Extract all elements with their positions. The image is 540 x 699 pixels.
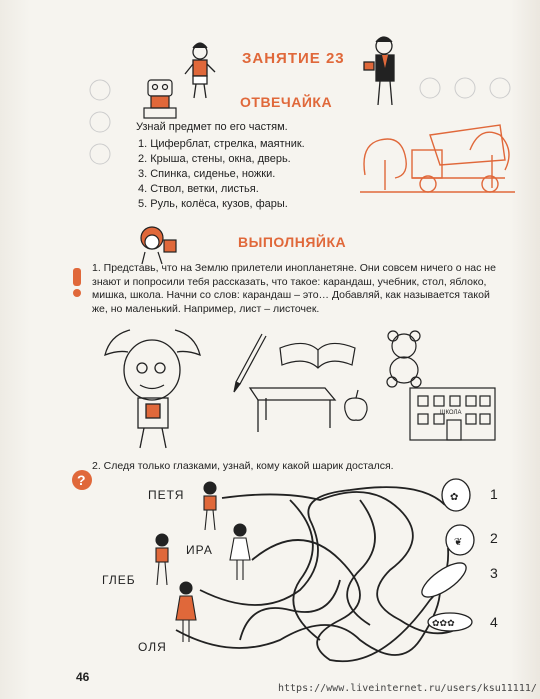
svg-text:✿: ✿: [450, 492, 459, 503]
children-illustration: [156, 482, 250, 642]
pencil-illustration: [234, 334, 266, 392]
alien-illustration: [105, 330, 200, 448]
truck-illustration: [360, 125, 515, 192]
riddle-item: 3. Спинка, сиденье, ножки.: [138, 168, 276, 180]
section-intro: Узнай предмет по его частям.: [136, 121, 288, 133]
teddy-bear-illustration: [387, 331, 421, 387]
man-illustration: [364, 37, 394, 105]
riddle-list: [138, 137, 305, 212]
table-illustration: [250, 388, 335, 432]
school-sign: ШКОЛА: [440, 410, 462, 416]
name-gleb: ГЛЕБ: [102, 573, 136, 587]
svg-text:❦: ❦: [454, 537, 463, 548]
lesson-title: ЗАНЯТИЕ 23: [242, 50, 345, 67]
riddle-item: 2. Крыша, стены, окна, дверь.: [138, 153, 291, 165]
balloon-number: 4: [490, 614, 498, 630]
question-icon: [72, 470, 92, 490]
maze-strings: [176, 487, 455, 661]
boy-illustration: [185, 43, 215, 98]
riddle-item: 4. Ствол, ветки, листья.: [138, 183, 259, 195]
balloon-number: 1: [490, 486, 498, 502]
exclamation-icon: [73, 268, 81, 297]
name-petya: ПЕТЯ: [148, 488, 185, 502]
task-2-text: 2. Следя только глазками, узнай, кому какой шарик достался.: [92, 460, 394, 472]
source-url: https://www.liveinternet.ru/users/ksu11111/: [278, 683, 537, 694]
svg-text:?: ?: [77, 472, 86, 488]
balloon-number: 3: [490, 565, 498, 581]
section-heading-answer: ОТВЕЧАЙКА: [240, 94, 333, 110]
page-number: 46: [76, 670, 90, 684]
riddle-item: 1. Циферблат, стрелка, маятник.: [138, 138, 305, 150]
balloons-illustration: [417, 479, 474, 631]
robot-illustration: [144, 80, 176, 118]
riddle-item: 5. Руль, колёса, кузов, фары.: [138, 198, 288, 210]
name-olya: ОЛЯ: [138, 640, 167, 654]
name-ira: ИРА: [186, 543, 213, 557]
svg-text:✿✿✿: ✿✿✿: [432, 619, 455, 629]
apple-illustration: [345, 390, 367, 420]
balloon-number: 2: [490, 530, 498, 546]
book-illustration: [280, 343, 355, 368]
kid-illustration: [141, 227, 176, 264]
section-heading-do: ВЫПОЛНЯЙКА: [238, 234, 347, 250]
task-1-text: 1. Представь, что на Землю прилетели инопланетяне. Они совсем ничего о нас не знают и попросили тебя рассказать, что такое: карандаш, учебник, стол, яблоко, мишка, школа. Начни со слов: карандаш – это… Добавляй, как называется такой же, но маленький. Например, лист – листочек.: [92, 262, 496, 315]
